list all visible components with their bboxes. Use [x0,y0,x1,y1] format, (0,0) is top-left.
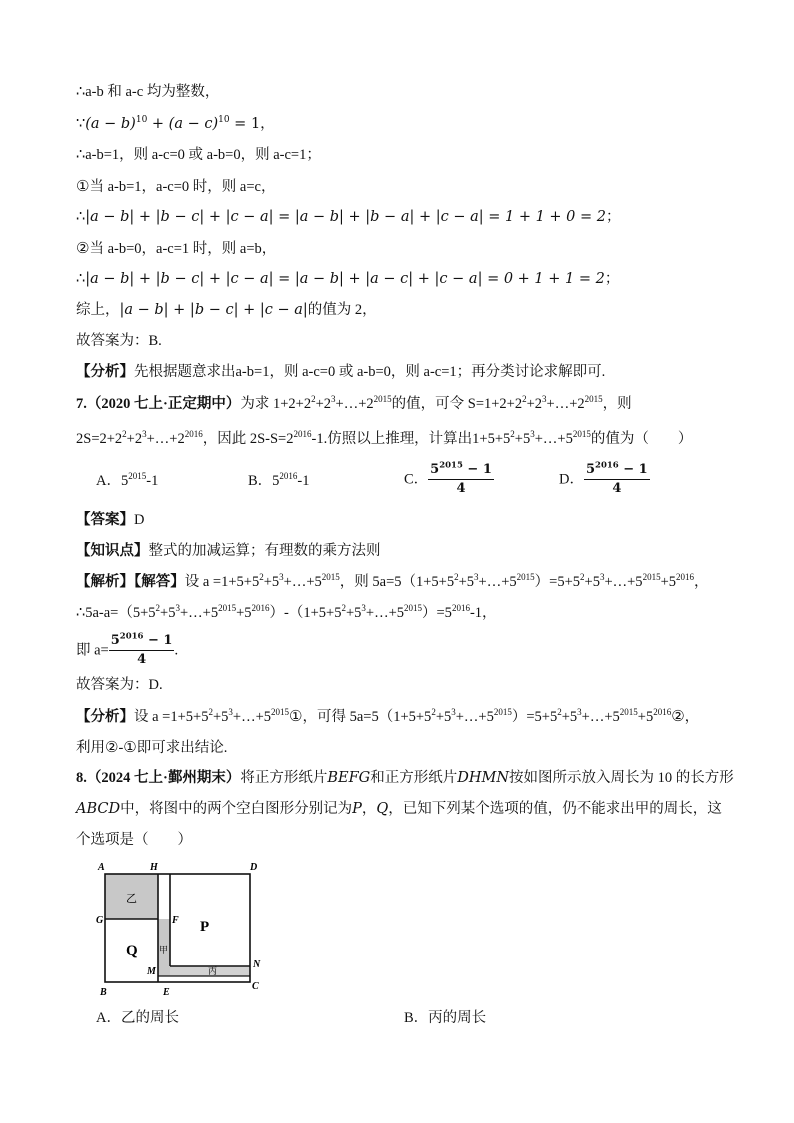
label-e: E [163,987,170,998]
label-jia: 甲 [159,945,169,955]
q7-option-d[interactable]: D． $\frac{5^{2016} - 1}{4}$ [559,460,648,496]
label-bing: 丙 [208,966,218,976]
label-yi: 乙 [126,893,137,905]
label-n: N [253,959,261,970]
q7-knowledge-point-line: 【知识点】整式的加减运算；有理数的乘方法则 [76,543,381,559]
q7-analysis-line1: 【分析】设 $a =1+5+5^2+5^3+\dots+5^{2015}①$，可得 $5a=5(1+5+5^2+5^3+\dots+5^{2015})=5+5^2+5^3+\dots+5^{2015}+5^{2016}②$， [76,707,700,725]
label-h: H [150,862,158,873]
equation-line: ∴|a − b| + |b − c| + |c − a| = |a − b| + |b − a| + |c − a| = 1 + 1 + 0 = 2； [76,209,621,225]
circled-number-1: ① [76,177,90,195]
q7-solution-line2: $\therefore 5a-a=(5+5^2+5^3+\dots+5^{2015}+5^{2016})-(1+5+5^2+5^3+\dots+5^{2015})=5^{2016}-1$， [76,603,497,621]
question-8-stem-line2: ABCD中，将图中的两个空白图形分别记为P，Q，已知下列某个选项的值，仍不能求出甲的周长，这 [76,801,722,817]
text-line: ∴a-b=1，则 a-c=0 或 a-b=0，则 a-c=1； [76,147,321,163]
q8-figure-diagram [92,857,268,999]
fraction: $\frac{5^{2015} - 1}{4}$ [430,460,492,496]
q7-option-c[interactable]: C． $\frac{5^{2015} - 1}{4}$ [404,460,492,496]
label-f: F [172,915,179,926]
label-c: C [252,981,259,992]
label-b: B [100,987,107,998]
q8-option-a[interactable]: A．乙的周长 [96,1010,179,1026]
q7-solution-line3: 即 a= $\frac{5^{2016} - 1}{4}$ . [76,631,179,668]
fraction: $\frac{5^{2016} - 1}{4}$ [585,460,648,496]
label-q: Q [126,943,138,959]
equation-line: ∴|a − b| + |b − c| + |c − a| = |a − b| + |a − c| + |c − a| = 0 + 1 + 1 = 2； [76,271,620,287]
q8-option-b[interactable]: B．丙的周长 [404,1010,487,1026]
equation-line: ∵(a − $b)^{10} + (a - c)^{10} = 1$， [76,115,275,132]
case-line: ①当 a-b=1，a-c=0 时，则 a=c， [76,177,276,195]
fraction: $\frac{5^{2016} - 1}{4}$ [110,631,173,668]
q7-solution-line1: 【解析】【解答】设 $a =1+5+5^2+5^3+\dots+5^{2015}$，则 $5a=5(1+5+5^2+5^3+\dots+5^{2015})=5+5^2+5^3+\dots+5^{2015}+5^{2016}$， [76,572,709,590]
label-g: G [96,915,104,926]
case-line: ②当 a-b=0，a-c=1 时，则 a=b， [76,239,277,257]
question-7-stem-line1: 7.（2020 七上·正定期中）为求 $1+2+2^2+2^3+\dots+2^{2015}$的值，可令 $S=1+2+2^2+2^3+\dots+2^{2015}$，则 [76,394,632,412]
q7-answer-line: 故答案为：D. [76,677,163,693]
question-8-stem-line1: 8.（2024 七上·鄞州期末）将正方形纸片BEFG和正方形纸片DHMN按如图所示放入周长为 10 的长方形 [76,770,734,786]
label-m: M [147,966,156,977]
answer-line: 故答案为：B. [76,333,162,349]
question-7-stem-line2: $2S=2+2^2+2^3+\dots+2^{2016}$，因此 $2S-S=2^{2016}-1$.仿照以上推理，计算出$1+5+5^2+5^3+\dots+5^{2015}$的值为（ ） [76,429,693,447]
q7-option-a[interactable]: A．$5^{2015}-1$ [96,471,159,489]
label-p: P [200,919,210,935]
conclusion-line: 综上，|a − b| + |b − c| + |c − a|的值为 2， [76,302,377,318]
question-8-stem-line3: 个选项是（ ） [76,832,192,848]
analysis-line: 【分析】先根据题意求出a-b=1，则 a-c=0 或 a-b=0，则 a-c=1；再分类讨论求解即可. [76,364,606,380]
q7-option-b[interactable]: B．$5^{2016}-1$ [248,471,310,489]
q7-answer-line: 【答案】D [76,512,145,528]
q7-analysis-line2: 利用②-①即可求出结论. [76,738,228,756]
label-d: D [250,862,258,873]
label-a: A [98,862,105,873]
text-line: ∴a-b 和 a-c 均为整数， [76,84,220,100]
circled-number-2: ② [76,239,90,257]
